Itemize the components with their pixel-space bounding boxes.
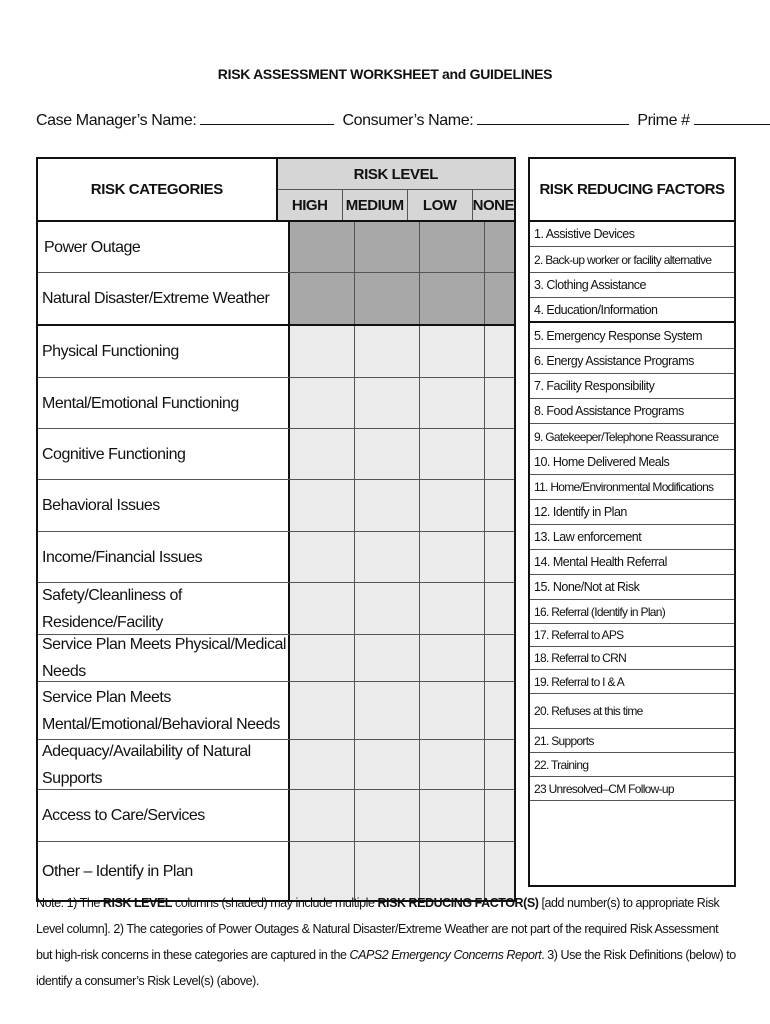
- table-row: [38, 635, 514, 682]
- category-label: Service Plan Meets Physical/Medical Needs: [38, 635, 290, 681]
- list-item: 3. Clothing Assistance: [530, 273, 734, 298]
- list-item: 12. Identify in Plan: [530, 500, 734, 525]
- low-cell[interactable]: [420, 740, 485, 789]
- high-cell[interactable]: [290, 790, 355, 841]
- list-item: 13. Law enforcement: [530, 525, 734, 550]
- risk-level-header: RISK LEVEL: [278, 159, 514, 190]
- table-row: [38, 480, 514, 532]
- low-cell[interactable]: [420, 682, 485, 739]
- high-cell[interactable]: [290, 429, 355, 479]
- table-row: [38, 429, 514, 480]
- high-cell[interactable]: [290, 740, 355, 789]
- medium-cell[interactable]: [355, 222, 420, 272]
- risk-categories-table: [36, 157, 516, 902]
- medium-cell[interactable]: [355, 273, 420, 324]
- high-cell[interactable]: [290, 222, 355, 272]
- footnote: [36, 890, 736, 994]
- high-cell[interactable]: [290, 682, 355, 739]
- note-report-name: CAPS2 Emergency Concerns Report: [349, 948, 542, 962]
- medium-cell[interactable]: [355, 326, 420, 377]
- table-row: [38, 740, 514, 790]
- medium-cell[interactable]: [355, 429, 420, 479]
- none-cell[interactable]: [485, 480, 514, 531]
- none-cell[interactable]: [485, 429, 514, 479]
- low-cell[interactable]: [420, 429, 485, 479]
- high-cell[interactable]: [290, 273, 355, 324]
- category-label: Behavioral Issues: [38, 480, 290, 531]
- high-cell[interactable]: [290, 532, 355, 582]
- list-item: 4. Education/Information: [530, 298, 734, 323]
- table-row: [38, 378, 514, 429]
- level-high-header: HIGH: [278, 190, 343, 220]
- category-label: Cognitive Functioning: [38, 429, 290, 479]
- low-cell[interactable]: [420, 480, 485, 531]
- medium-cell[interactable]: [355, 583, 420, 634]
- low-cell[interactable]: [420, 378, 485, 428]
- high-cell[interactable]: [290, 378, 355, 428]
- risk-reducing-factors-header: RISK REDUCING FACTORS: [530, 159, 734, 222]
- level-none-header: NONE: [472, 196, 514, 214]
- table-row: [38, 682, 514, 740]
- high-cell[interactable]: [290, 480, 355, 531]
- category-label: Safety/Cleanliness of Residence/Facility: [38, 583, 290, 634]
- none-cell[interactable]: [485, 273, 514, 324]
- note-text: [add number(s) to appropriate Risk Level column]. 2) The categories of Power Outages & Natural Disaster/Extreme Weather are not part of the required Risk Assessment but high-risk concerns in these categories are captured in the: [36, 896, 720, 962]
- none-cell[interactable]: [485, 326, 514, 377]
- category-label: Access to Care/Services: [38, 790, 290, 841]
- list-item: 8. Food Assistance Programs: [530, 399, 734, 424]
- list-item-blank: [530, 801, 734, 871]
- level-medium-header: MEDIUM: [343, 190, 408, 220]
- list-item: 2. Back-up worker or facility alternative: [530, 247, 734, 273]
- none-cell[interactable]: [485, 583, 514, 634]
- list-item: 1. Assistive Devices: [530, 222, 734, 247]
- medium-cell[interactable]: [355, 480, 420, 531]
- high-cell[interactable]: [290, 326, 355, 377]
- low-cell[interactable]: [420, 532, 485, 582]
- category-label: Mental/Emotional Functioning: [38, 378, 290, 428]
- list-item: 16. Referral (Identify in Plan): [530, 600, 734, 624]
- medium-cell[interactable]: [355, 635, 420, 681]
- risk-table-header: [38, 159, 514, 222]
- case-manager-name-field[interactable]: [200, 110, 334, 125]
- low-cell[interactable]: [420, 583, 485, 634]
- note-bold-risk-level: RISK LEVEL: [102, 896, 172, 910]
- list-item: 11. Home/Environmental Modifications: [530, 475, 734, 500]
- none-cell[interactable]: [485, 222, 514, 272]
- list-item: 20. Refuses at this time: [530, 694, 734, 729]
- high-cell[interactable]: [290, 583, 355, 634]
- note-text: Note: 1) The: [36, 896, 103, 910]
- risk-categories-header: RISK CATEGORIES: [38, 159, 278, 220]
- prime-label: Prime #: [637, 112, 690, 129]
- list-item: 19. Referral to I & A: [530, 670, 734, 694]
- list-item: 5. Emergency Response System: [530, 323, 734, 349]
- table-row: [38, 532, 514, 583]
- case-manager-label: Case Manager’s Name:: [36, 112, 197, 129]
- list-item: 9. Gatekeeper/Telephone Reassurance: [530, 424, 734, 450]
- medium-cell[interactable]: [355, 532, 420, 582]
- high-cell[interactable]: [290, 635, 355, 681]
- category-label: Power Outage: [38, 222, 290, 272]
- category-label: Natural Disaster/Extreme Weather: [38, 273, 290, 324]
- category-label: Adequacy/Availability of Natural Supports: [38, 740, 290, 789]
- note-bold-risk-reducing-factors: RISK REDUCING FACTOR(S): [377, 896, 539, 910]
- none-cell[interactable]: [485, 790, 514, 841]
- low-cell[interactable]: [420, 222, 485, 272]
- table-row: [38, 273, 514, 326]
- category-label: [38, 682, 290, 739]
- list-item: 14. Mental Health Referral: [530, 550, 734, 575]
- none-cell[interactable]: [485, 682, 514, 739]
- medium-cell[interactable]: [355, 740, 420, 789]
- risk-reducing-factors-table: [528, 157, 736, 887]
- list-item: 15. None/Not at Risk: [530, 575, 734, 600]
- medium-cell[interactable]: [355, 682, 420, 739]
- list-item: 7. Facility Responsibility: [530, 374, 734, 399]
- list-item: 6. Energy Assistance Programs: [530, 349, 734, 374]
- low-cell[interactable]: [420, 326, 485, 377]
- list-item: 23 Unresolved–CM Follow-up: [530, 777, 734, 801]
- table-row: [38, 790, 514, 842]
- list-item: 17. Referral to APS: [530, 624, 734, 647]
- note-text: . 3) Use the Risk Definitions (below) to identify a consumer’s Risk Level(s) (above).: [36, 948, 736, 988]
- medium-cell[interactable]: [355, 790, 420, 841]
- consumer-label: Consumer’s Name:: [342, 112, 474, 129]
- prime-number-field[interactable]: [694, 110, 770, 125]
- none-cell[interactable]: [485, 532, 514, 582]
- category-label-line-2: Mental/Emotional/Behavioral Needs: [42, 715, 280, 733]
- low-cell[interactable]: [420, 635, 485, 681]
- level-low-header: LOW: [408, 190, 473, 220]
- risk-level-columns: [278, 190, 514, 220]
- list-item: 21. Supports: [530, 729, 734, 753]
- list-item: 18. Referral to CRN: [530, 647, 734, 670]
- list-item: 22. Training: [530, 753, 734, 777]
- none-cell[interactable]: [485, 378, 514, 428]
- none-cell[interactable]: [485, 635, 514, 681]
- category-label: Other – Identify in Plan: [38, 842, 290, 900]
- page-title: RISK ASSESSMENT WORKSHEET and GUIDELINES: [217, 66, 553, 82]
- note-text: columns (shaded) may include multiple: [172, 896, 378, 910]
- risk-level-header-group: [278, 159, 514, 220]
- category-label-line-1: Service Plan Meets: [42, 688, 171, 706]
- name-fields: [36, 110, 736, 130]
- category-label: Physical Functioning: [38, 326, 290, 377]
- table-row: [38, 222, 514, 273]
- table-row: [38, 326, 514, 378]
- medium-cell[interactable]: [355, 378, 420, 428]
- low-cell[interactable]: [420, 790, 485, 841]
- list-item: 10. Home Delivered Meals: [530, 450, 734, 475]
- low-cell[interactable]: [420, 273, 485, 324]
- category-label: Income/Financial Issues: [38, 532, 290, 582]
- table-row: [38, 583, 514, 635]
- consumer-name-field[interactable]: [477, 110, 629, 125]
- none-cell[interactable]: [485, 740, 514, 789]
